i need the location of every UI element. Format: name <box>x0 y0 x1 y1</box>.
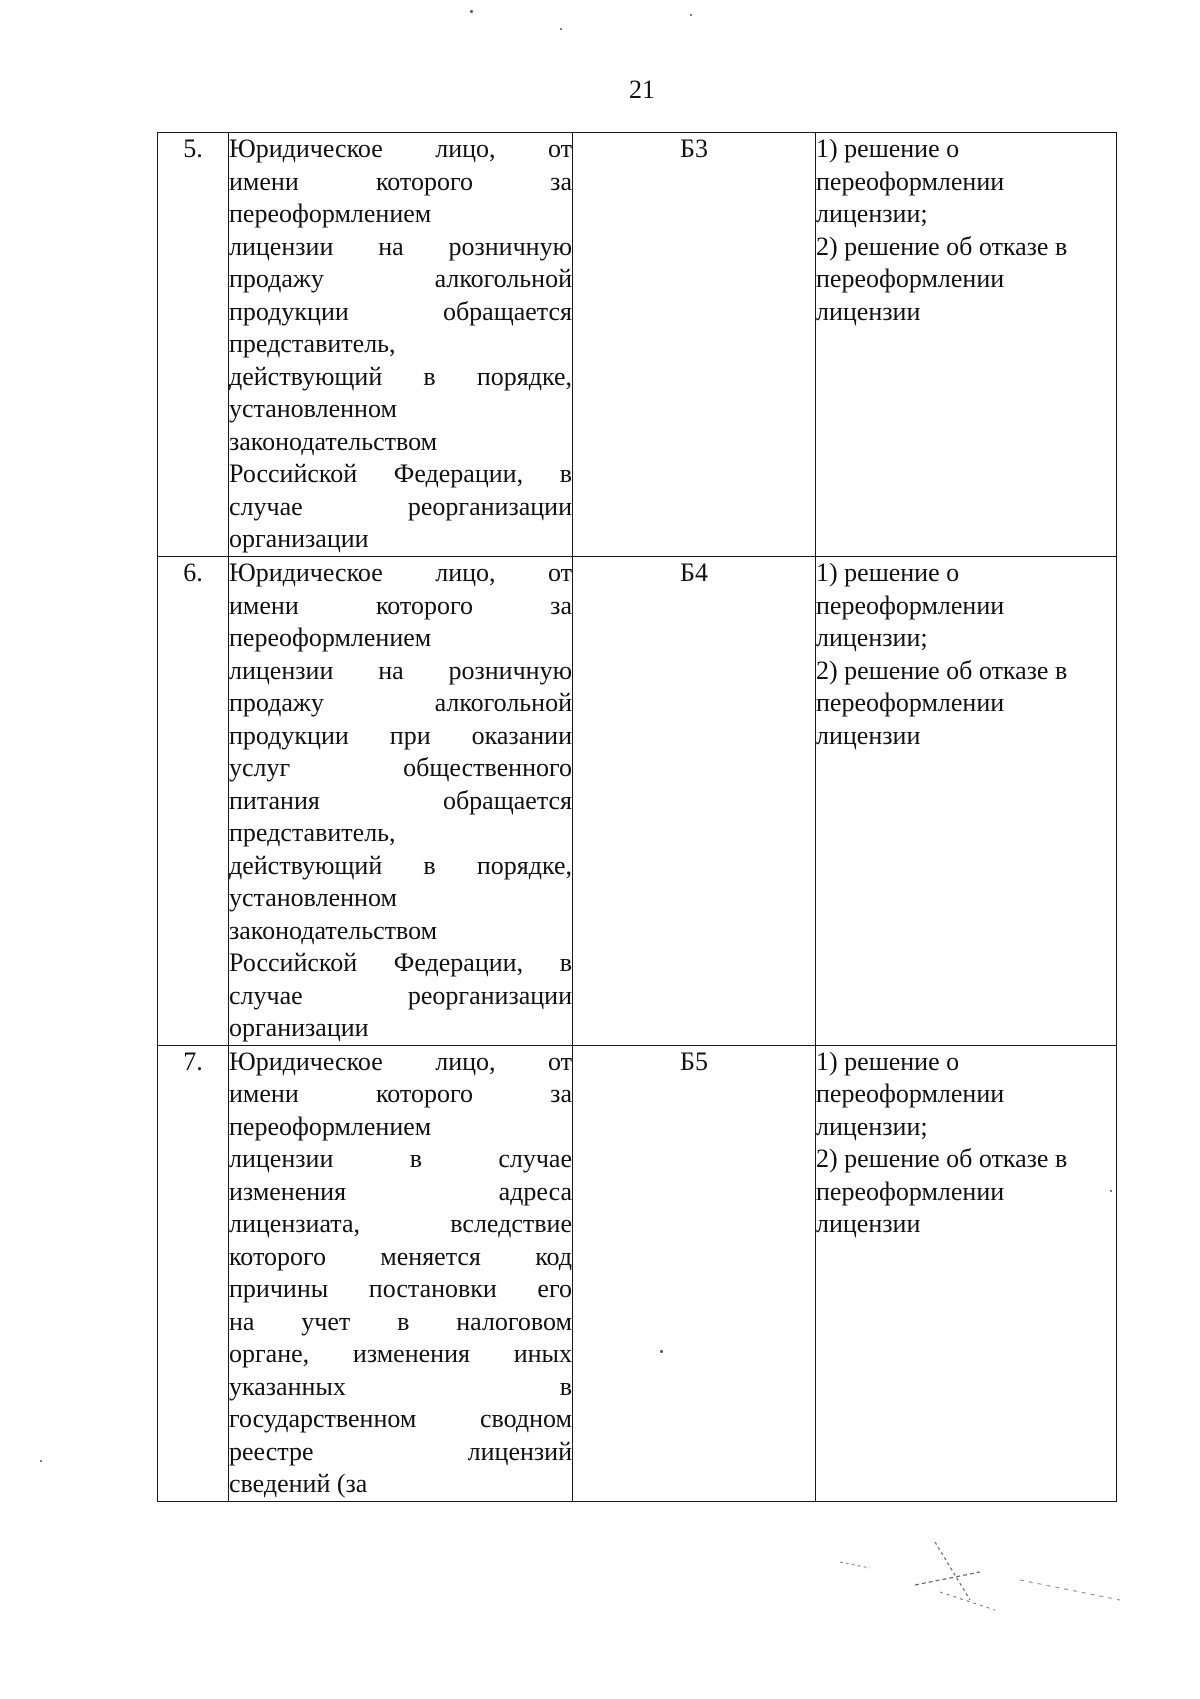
text-line: лицензии <box>816 720 921 750</box>
scan-speck <box>660 1350 663 1353</box>
text-line: органе, изменения иных <box>229 1339 572 1368</box>
page-number: 21 <box>629 75 655 104</box>
decision-result <box>816 133 1117 557</box>
text-line: случае реорганизации <box>229 491 572 521</box>
text-line: лицензии; <box>816 623 928 652</box>
text-line: переоформлении <box>816 688 1005 717</box>
text-line: на учет в налоговом <box>229 1306 572 1336</box>
text-line: продажу алкогольной <box>229 688 572 717</box>
text-line: имени которого за <box>229 166 572 196</box>
text-line: законодательством <box>229 915 438 945</box>
text-line: представитель, <box>229 818 396 847</box>
text-line: питания обращается <box>229 785 572 815</box>
text-line: организации <box>229 1013 369 1042</box>
text-line: 1) решение о <box>816 134 960 163</box>
applicant-description <box>229 557 573 1046</box>
text-line: государственном сводном <box>229 1404 572 1433</box>
text-line: установленном <box>229 394 397 423</box>
text-line: лицензии на розничную <box>229 655 572 685</box>
scan-speck <box>40 1460 42 1462</box>
text-line: установленном <box>229 883 397 912</box>
text-line: 2) решение об отказе в <box>816 655 1068 685</box>
row-number: 6. <box>158 557 229 1046</box>
decision-result <box>816 557 1117 1046</box>
text-line: переоформлении <box>816 590 1005 620</box>
text-line: имени которого за <box>229 590 572 620</box>
text-line: 2) решение об отказе в <box>816 231 1068 261</box>
text-line: случае реорганизации <box>229 980 572 1010</box>
text-line: которого меняется код <box>229 1241 572 1271</box>
text-line: лицензии в случае <box>229 1144 572 1173</box>
row-number: 7. <box>158 1045 229 1501</box>
text-line: переоформлением <box>229 199 432 228</box>
text-line: 2) решение об отказе в <box>816 1144 1068 1173</box>
text-line: 1) решение о <box>816 558 960 587</box>
applicant-description <box>229 133 573 557</box>
text-line: действующий в порядке, <box>229 850 572 880</box>
text-line: переоформлением <box>229 623 432 652</box>
table-row <box>158 133 1117 557</box>
procedure-code: Б4 <box>573 557 816 1046</box>
table-row <box>158 1045 1117 1501</box>
text-line: переоформлением <box>229 1111 432 1141</box>
text-line: Российской Федерации, в <box>229 948 572 977</box>
text-line: лицензии; <box>816 199 928 228</box>
text-line: Юридическое лицо, от <box>229 558 572 587</box>
table-row <box>158 557 1117 1046</box>
text-line: продажу алкогольной <box>229 264 572 293</box>
text-line: сведений (за <box>229 1469 368 1498</box>
text-line: услуг общественного <box>229 753 572 782</box>
row-number: 5. <box>158 133 229 557</box>
text-line: лицензии; <box>816 1111 928 1141</box>
text-line: реестре лицензий <box>229 1436 572 1466</box>
decision-result <box>816 1045 1117 1501</box>
text-line: представитель, <box>229 329 396 358</box>
procedure-code: Б5 <box>573 1045 816 1501</box>
text-line: Российской Федерации, в <box>229 459 572 488</box>
license-reissue-table <box>157 132 1117 1502</box>
applicant-description <box>229 1045 573 1501</box>
text-line: продукции при оказании <box>229 720 572 750</box>
text-line: действующий в порядке, <box>229 361 572 391</box>
scan-scribble-mark <box>820 1530 1140 1620</box>
scan-speck <box>690 14 692 16</box>
text-line: указанных в <box>229 1371 572 1401</box>
scan-speck <box>470 10 473 13</box>
text-line: организации <box>229 524 369 553</box>
text-line: причины постановки его <box>229 1274 572 1303</box>
text-line: лицензиата, вследствие <box>229 1209 572 1238</box>
text-line: переоформлении <box>816 166 1005 196</box>
text-line: переоформлении <box>816 1176 1005 1206</box>
procedure-code: Б3 <box>573 133 816 557</box>
text-line: лицензии <box>816 296 921 326</box>
text-line: продукции обращается <box>229 296 572 326</box>
scan-speck <box>560 28 562 30</box>
text-line: лицензии <box>816 1209 921 1238</box>
text-line: 1) решение о <box>816 1046 960 1076</box>
text-line: Юридическое лицо, от <box>229 1046 572 1076</box>
scan-speck <box>1110 1190 1112 1192</box>
text-line: изменения адреса <box>229 1176 572 1206</box>
text-line: законодательством <box>229 426 438 456</box>
text-line: лицензии на розничную <box>229 231 572 261</box>
text-line: Юридическое лицо, от <box>229 134 572 163</box>
text-line: переоформлении <box>816 1079 1005 1108</box>
text-line: имени которого за <box>229 1079 572 1108</box>
text-line: переоформлении <box>816 264 1005 293</box>
